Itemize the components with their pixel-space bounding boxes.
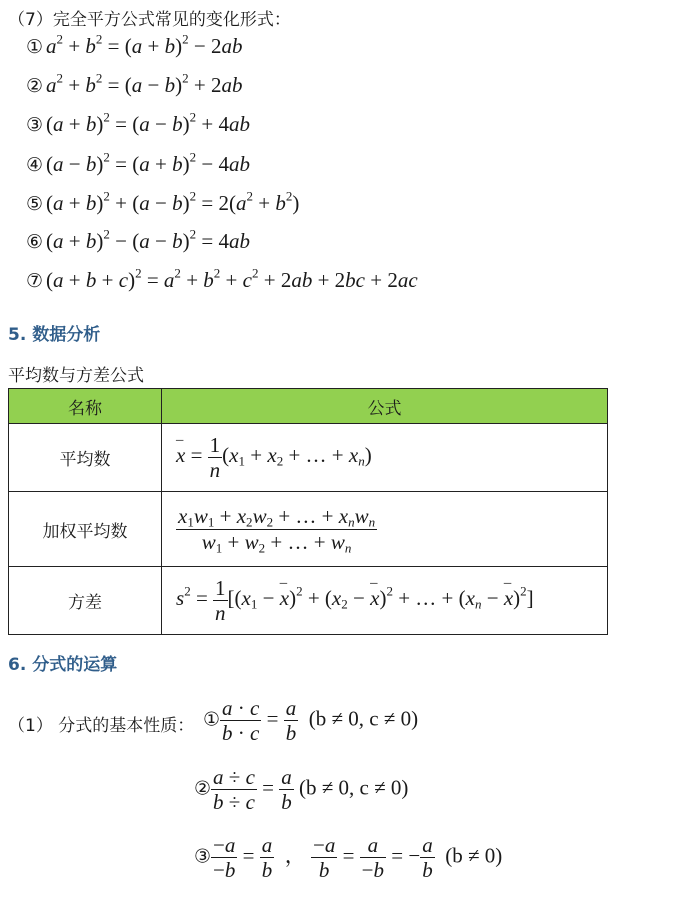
marker-3: ③: [26, 114, 44, 136]
table-row: [9, 424, 608, 492]
header-formula: 公式: [162, 389, 608, 424]
row-label-variance: 方差: [9, 567, 162, 635]
identity-3: ③ $(a + b)^2 = (a - b)^2 + 4ab$: [26, 109, 250, 136]
formula-variance: $s^2$ = $\frac{1}{n}$ [($x_1$ − – $x)^2 + (x_2$ − – x)$^2$ + … + ($x_n$ − – x)$^2$]: [162, 567, 608, 635]
condition-2: (b ≠ 0, c ≠ 0): [299, 775, 409, 800]
condition-3: (b ≠ 0): [445, 843, 503, 868]
property-marker-2: ②: [194, 777, 212, 800]
property-2: ② $\frac{a \div c}{b \div c}$ = $\frac{a}{b}$ (b ≠ 0, c ≠ 0): [194, 765, 409, 815]
identity-7: ⑦ $(a + b + c)^2 = a^2 + b^2 + c^2 + 2ab + 2bc + 2ac$: [26, 265, 418, 292]
property-3: ③ $\frac{-a}{-b}$ = $\frac{a}{b}$ ， $\frac{-a}{b}$ = $\frac{a}{-b}$ = − $\frac{a}{b}$ (b ≠ 0): [194, 833, 503, 883]
table-row: [9, 567, 608, 635]
table-row: [9, 492, 608, 567]
formula-mean: – x = $\frac{1}{n}$ ($x_1 + x_2$ + … + $x_n$): [162, 424, 608, 492]
property-marker-1: ①: [203, 708, 221, 731]
marker-4: ④: [26, 154, 44, 176]
row-label-weighted-mean: 加权平均数: [9, 492, 162, 567]
marker-1: ①: [26, 36, 44, 58]
header-name: 名称: [9, 389, 162, 424]
section-5-title: 5. 数据分析: [8, 325, 101, 345]
identity-4: ④ $(a - b)^2 = (a + b)^2 - 4ab$: [26, 149, 250, 176]
marker-7: ⑦: [26, 270, 44, 292]
table-header-row: [9, 389, 608, 424]
condition-1: (b ≠ 0, c ≠ 0): [308, 706, 419, 731]
formula-table: [8, 388, 608, 635]
marker-5: ⑤: [26, 193, 44, 215]
identity-2: ② $a^2 + b^2 = (a - b)^2 + 2ab$: [26, 70, 243, 97]
identity-5: ⑤ $(a + b)^2 + (a - b)^2 = 2(a^2 + b^2)$: [26, 188, 300, 215]
section-6-title: 6. 分式的运算: [8, 655, 118, 675]
marker-2: ②: [26, 75, 44, 97]
identity-1: ① $a^2 + b^2 = (a + b)^2 - 2ab$: [26, 31, 243, 58]
formula-weighted-mean: $\frac{x_1w_1 + x_2w_2 + \dots + x_nw_n}{w_1 + w_2 + \dots + w_n}$: [162, 492, 608, 567]
property-label: （1） 分式的基本性质：: [8, 716, 195, 736]
marker-6: ⑥: [26, 231, 44, 253]
identity-6: ⑥ $(a + b)^2 - (a - b)^2 = 4ab$: [26, 226, 250, 253]
row-label-mean: 平均数: [9, 424, 162, 492]
section-title-7: （7）完全平方公式常见的变化形式：: [8, 10, 291, 30]
property-marker-3: ③: [194, 845, 212, 868]
property-1: ① $\frac{a \cdot c}{b \cdot c}$ = $\frac{a}{b}$ (b ≠ 0, c ≠ 0): [203, 696, 419, 746]
subheading: 平均数与方差公式: [8, 366, 144, 386]
